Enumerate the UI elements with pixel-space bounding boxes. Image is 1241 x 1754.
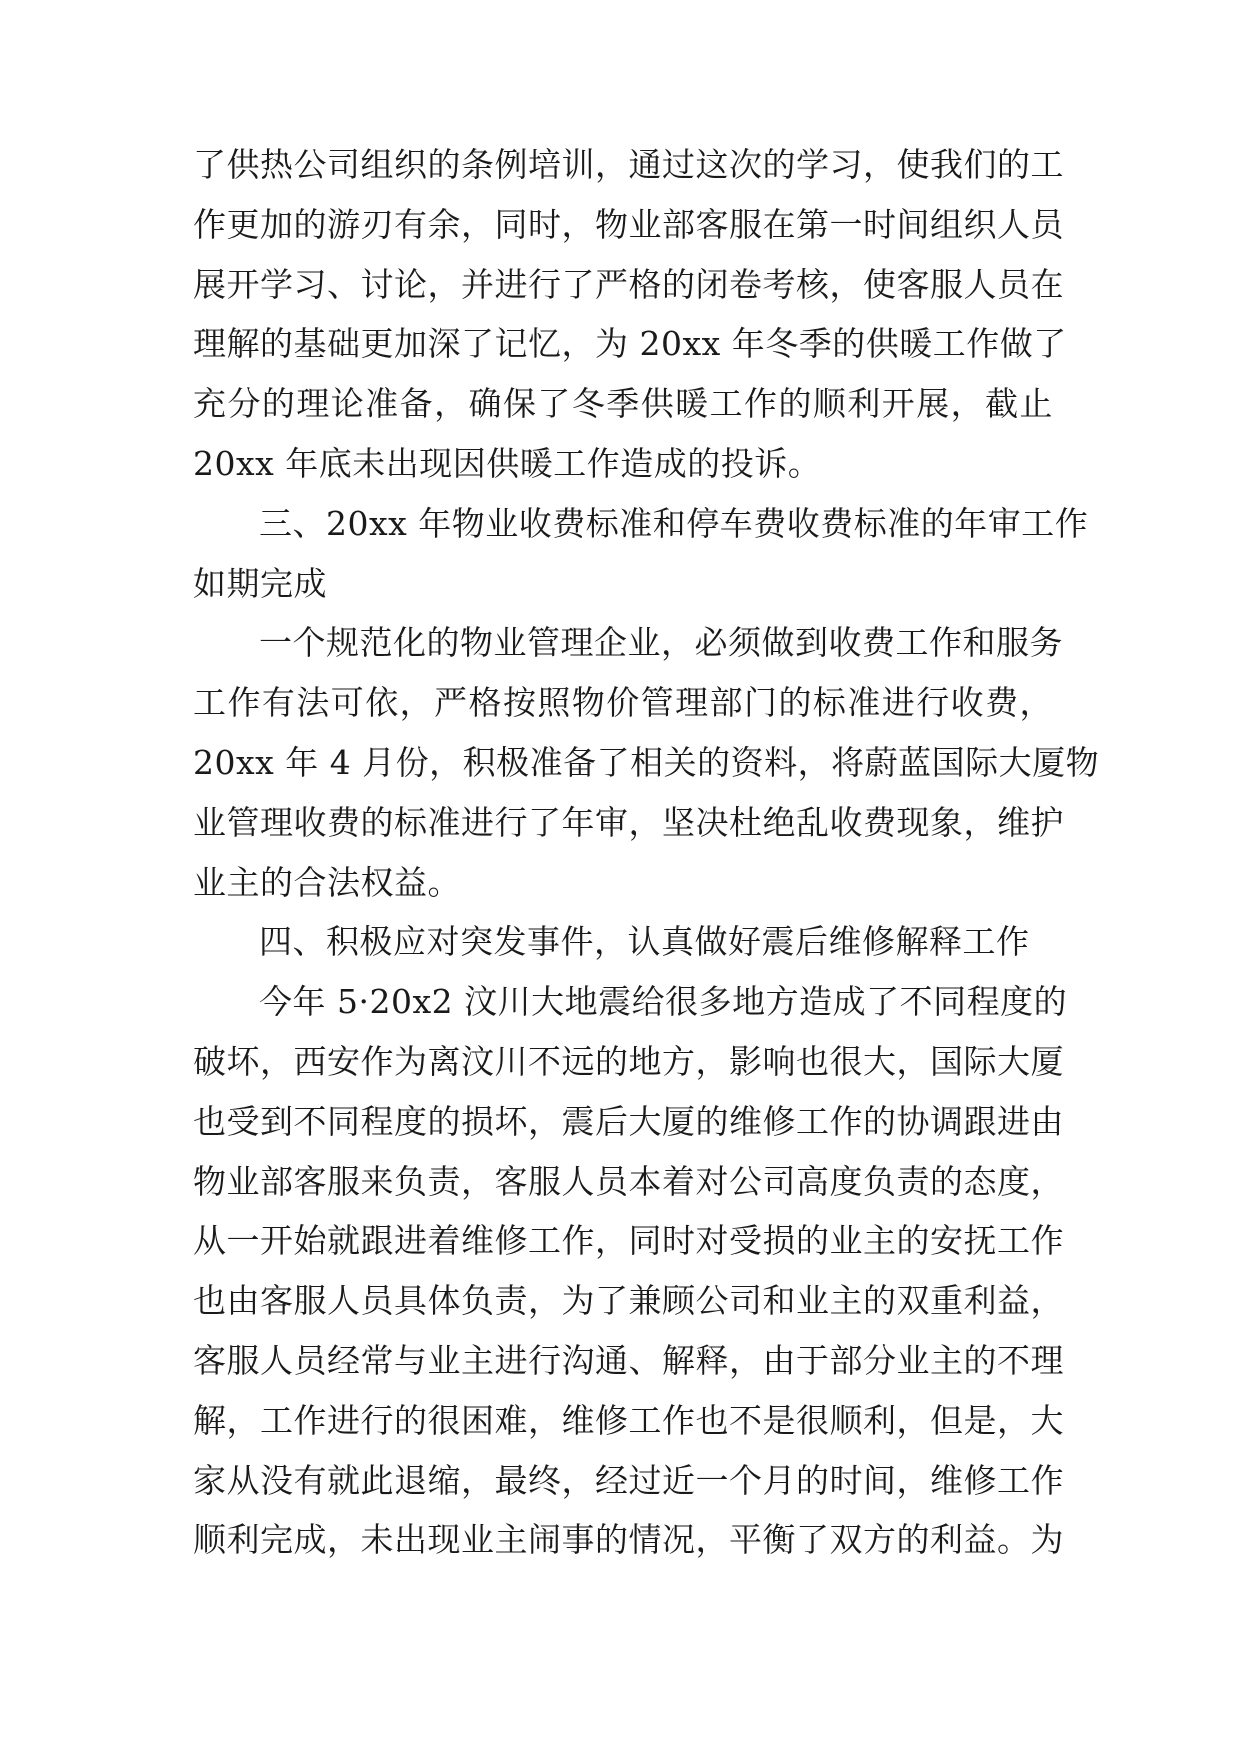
text-line: 业主的合法权益。 (193, 862, 461, 902)
text-line: 破坏，西安作为离汶川不远的地方，影响也很大，国际大厦 (193, 1041, 1064, 1081)
text-line: 顺利完成，未出现业主闹事的情况，平衡了双方的利益。为 (193, 1520, 1064, 1560)
text-line: 家从没有就此退缩，最终，经过近一个月的时间，维修工作 (193, 1460, 1064, 1500)
text-line: 展开学习、讨论，并进行了严格的闭卷考核，使客服人员在 (193, 264, 1064, 304)
text-line: 一个规范化的物业管理企业，必须做到收费工作和服务 (259, 623, 1063, 663)
section-heading-three: 三、20xx 年物业收费标准和停车费收费标准的年审工作 (259, 503, 1089, 543)
text-line: 工作有法可依，严格按照物价管理部门的标准进行收费， (193, 683, 1053, 723)
section-heading-four: 四、积极应对突发事件，认真做好震后维修解释工作 (259, 922, 1030, 962)
text-line: 20xx 年 4 月份，积极准备了相关的资料，将蔚蓝国际大厦物 (193, 742, 1100, 782)
text-line: 20xx 年底未出现因供暖工作造成的投诉。 (193, 443, 822, 483)
text-line: 今年 5·20x2 汶川大地震给很多地方造成了不同程度的 (259, 982, 1068, 1022)
text-line: 作更加的游刃有余，同时，物业部客服在第一时间组织人员 (193, 204, 1064, 244)
text-line: 业管理收费的标准进行了年审，坚决杜绝乱收费现象，维护 (193, 802, 1064, 842)
text-line: 理解的基础更加深了记忆，为 20xx 年冬季的供暖工作做了 (193, 324, 1067, 364)
section-heading-three-cont: 如期完成 (193, 563, 327, 603)
text-line: 了供热公司组织的条例培训，通过这次的学习，使我们的工 (193, 145, 1064, 184)
text-line: 从一开始就跟进着维修工作，同时对受损的业主的安抚工作 (193, 1221, 1064, 1261)
text-line: 也由客服人员具体负责，为了兼顾公司和业主的双重利益， (193, 1281, 1064, 1321)
body-text (193, 135, 1100, 1570)
text-line: 充分的理论准备，确保了冬季供暖工作的顺利开展，截止 (193, 384, 1053, 424)
text-line: 物业部客服来负责，客服人员本着对公司高度负责的态度， (193, 1161, 1064, 1201)
text-line: 解，工作进行的很困难，维修工作也不是很顺利，但是，大 (193, 1400, 1064, 1440)
text-line: 客服人员经常与业主进行沟通、解释，由于部分业主的不理 (193, 1340, 1064, 1380)
text-line: 也受到不同程度的损坏，震后大厦的维修工作的协调跟进由 (193, 1101, 1064, 1141)
